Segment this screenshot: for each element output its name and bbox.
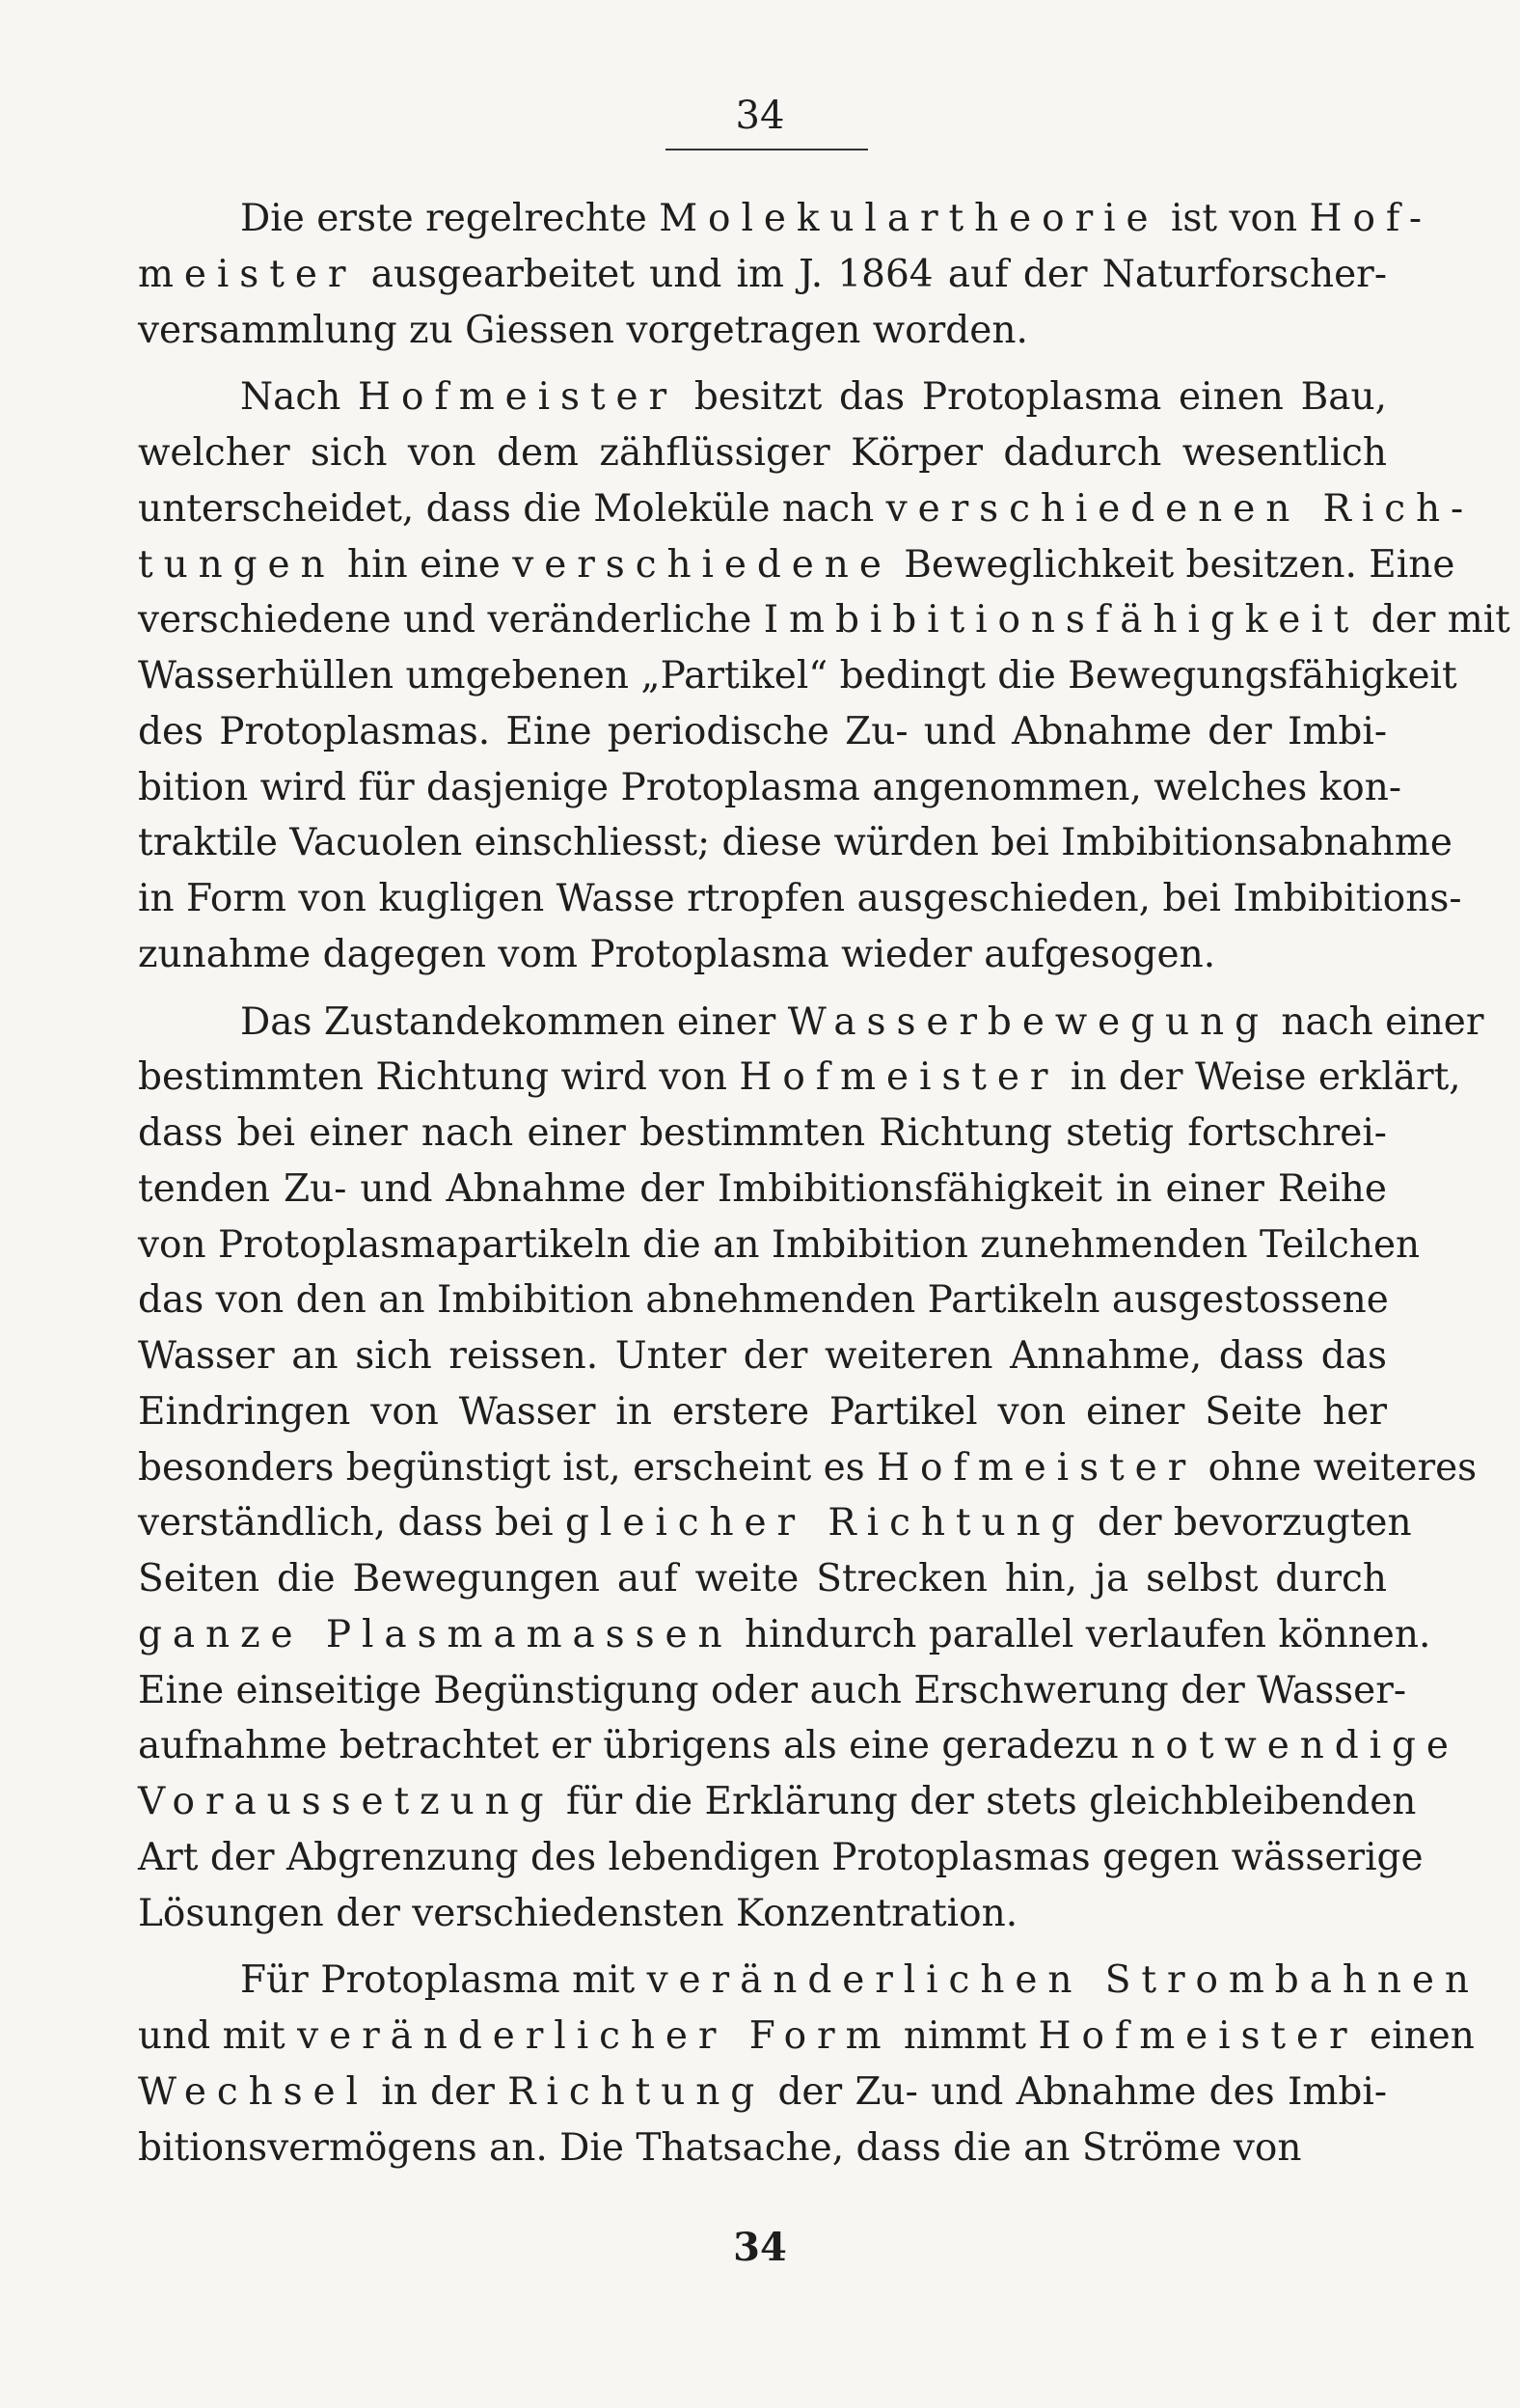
text-segment: Das Zustandekommen einer bbox=[240, 999, 788, 1044]
spaced-emphasis: verschiedenen Rich- bbox=[885, 486, 1475, 531]
text-segment: traktile Vacuolen einschliesst; diese würden bei Imbibitionsabnahme bbox=[138, 821, 1452, 865]
text-line bbox=[138, 1272, 1387, 1328]
text-line bbox=[138, 1050, 1461, 1106]
spaced-emphasis: Hofmeister bbox=[358, 375, 678, 420]
text-line bbox=[138, 648, 1457, 704]
spaced-emphasis: Hofmeister bbox=[877, 1445, 1197, 1490]
text-segment: Für Protoplasma mit bbox=[240, 1958, 647, 2003]
text-segment: versammlung zu Giessen vorgetragen worden. bbox=[138, 308, 1028, 352]
text-line bbox=[138, 815, 1452, 871]
spaced-emphasis: meister bbox=[138, 252, 357, 296]
text-line bbox=[138, 191, 1432, 247]
text-line bbox=[138, 247, 1387, 303]
text-line bbox=[138, 1440, 1478, 1496]
text-segment: von Protoplasmapartikeln die an Imbibition zunehmenden Teilchen bbox=[138, 1222, 1421, 1267]
spaced-emphasis: Richtung bbox=[507, 2069, 766, 2114]
text-segment: Beweglichkeit besitzen. Eine bbox=[891, 542, 1455, 587]
text-line bbox=[138, 1718, 1459, 1774]
text-segment: besitzt das Protoplasma einen Bau, bbox=[677, 375, 1388, 420]
text-line bbox=[138, 369, 1387, 425]
text-line bbox=[138, 1384, 1387, 1440]
text-segment: in der bbox=[367, 2069, 508, 2114]
text-line bbox=[138, 1551, 1387, 1607]
text-segment: der mit bbox=[1359, 598, 1510, 643]
spaced-emphasis: verschiedene bbox=[512, 542, 892, 587]
spaced-emphasis: Hofmeister bbox=[1038, 2014, 1358, 2058]
body-text bbox=[138, 191, 1510, 2175]
text-line bbox=[138, 927, 1387, 983]
spaced-emphasis: Molekulartheorie bbox=[659, 197, 1159, 240]
text-segment: bitionsvermögens an. Die Thatsache, dass die an Ströme von bbox=[138, 2125, 1302, 2170]
text-line bbox=[138, 1607, 1431, 1663]
text-line bbox=[138, 1328, 1387, 1384]
spaced-emphasis: Voraussetzung bbox=[138, 1780, 555, 1823]
spaced-emphasis: Hof- bbox=[1309, 197, 1432, 240]
text-line bbox=[138, 2065, 1387, 2121]
text-segment: tenden Zu- und Abnahme der Imbibitionsfähigkeit in einer Reihe bbox=[138, 1166, 1387, 1211]
spaced-emphasis: veränderlicher Form bbox=[297, 2014, 892, 2058]
text-segment: nimmt bbox=[891, 2014, 1039, 2058]
text-segment: Die erste regelrechte bbox=[240, 197, 660, 240]
text-line bbox=[138, 995, 1484, 1051]
text-segment: Lösungen der verschiedensten Konzentration. bbox=[138, 1891, 1018, 1935]
text-segment: der bevorzugten bbox=[1085, 1501, 1412, 1546]
text-line bbox=[138, 425, 1387, 481]
spaced-emphasis: Wasserbewegung bbox=[787, 999, 1269, 1044]
text-line bbox=[138, 760, 1402, 816]
text-segment: und mit bbox=[138, 2014, 298, 2058]
text-line bbox=[138, 1886, 1387, 1942]
text-segment: bestimmten Richtung wird von bbox=[138, 1055, 740, 1100]
text-line bbox=[138, 592, 1510, 648]
text-segment: zunahme dagegen vom Protoplasma wieder aufgesogen. bbox=[138, 932, 1216, 976]
text-line bbox=[138, 871, 1462, 927]
text-segment: aufnahme betrachtet er übrigens als eine geradezu bbox=[138, 1724, 1131, 1768]
text-line bbox=[138, 1106, 1387, 1162]
text-segment: für die Erklärung der stets gleichbleibenden bbox=[554, 1780, 1417, 1823]
paragraph bbox=[138, 191, 1432, 358]
spaced-emphasis: veränderlichen Strombahnen bbox=[646, 1958, 1479, 2003]
spaced-emphasis: gleicher Richtung bbox=[565, 1501, 1086, 1546]
text-segment: dass bei einer nach einer bestimmten Richtung stetig fortschrei- bbox=[138, 1111, 1387, 1155]
paragraph bbox=[138, 995, 1484, 1942]
text-segment: Nach bbox=[240, 375, 359, 420]
page-number-footer: 34 bbox=[733, 2225, 787, 2270]
paragraph bbox=[138, 1953, 1479, 2175]
text-segment: hindurch parallel verlaufen können. bbox=[732, 1612, 1431, 1656]
text-segment: in der Weise erklärt, bbox=[1058, 1055, 1461, 1100]
text-segment: bition wird für dasjenige Protoplasma angenommen, welches kon- bbox=[138, 765, 1402, 809]
header-rule bbox=[665, 149, 868, 150]
text-segment: ausgearbeitet und im J. 1864 auf der Naturforscher- bbox=[356, 252, 1387, 296]
text-segment: verschiedene und veränderliche bbox=[138, 598, 764, 643]
text-segment: Seiten die Bewegungen auf weite Strecken hin, ja selbst durch bbox=[138, 1557, 1387, 1601]
text-segment: Wasserhüllen umgebenen „Partikel“ bedingt die Bewegungsfähigkeit bbox=[138, 654, 1457, 698]
text-segment: das von den an Imbibition abnehmenden Partikeln ausgestossene bbox=[138, 1278, 1389, 1323]
page-number-header: 34 bbox=[735, 94, 785, 138]
text-line bbox=[138, 537, 1455, 593]
text-segment: in Form von kugligen Wasse rtropfen ausgeschieden, bei Imbibitions- bbox=[138, 877, 1462, 920]
text-segment: hin eine bbox=[335, 542, 513, 587]
text-line bbox=[138, 704, 1387, 760]
spaced-emphasis: ganze Plasmamassen bbox=[138, 1612, 733, 1656]
text-segment: ohne weiteres bbox=[1196, 1445, 1478, 1490]
spaced-emphasis: notwendige bbox=[1130, 1724, 1459, 1768]
spaced-emphasis: Imbibitionsfähigkeit bbox=[763, 598, 1360, 643]
text-segment: nach einer bbox=[1268, 999, 1484, 1044]
text-segment: Art der Abgrenzung des lebendigen Protoplasmas gegen wässerige bbox=[138, 1835, 1424, 1879]
text-line bbox=[138, 2009, 1475, 2065]
text-segment: verständlich, dass bei bbox=[138, 1501, 566, 1546]
text-segment: Wasser an sich reissen. Unter der weiteren Annahme, dass das bbox=[138, 1334, 1387, 1378]
text-line bbox=[138, 1953, 1479, 2009]
text-segment: ist von bbox=[1158, 197, 1310, 240]
paragraph bbox=[138, 369, 1510, 982]
spaced-emphasis: tungen bbox=[138, 542, 336, 587]
text-line bbox=[138, 303, 1387, 359]
text-line bbox=[138, 481, 1475, 537]
text-segment: des Protoplasmas. Eine periodische Zu- und Abnahme der Imbi- bbox=[138, 709, 1387, 753]
text-line bbox=[138, 2121, 1387, 2176]
text-segment: welcher sich von dem zähflüssiger Körper dadurch wesentlich bbox=[138, 431, 1387, 475]
text-segment: besonders begünstigt ist, erscheint es bbox=[138, 1445, 878, 1490]
text-segment: Eine einseitige Begünstigung oder auch Erschwerung der Wasser- bbox=[138, 1668, 1407, 1712]
spaced-emphasis: Hofmeister bbox=[739, 1055, 1059, 1100]
text-line bbox=[138, 1218, 1421, 1273]
text-line bbox=[138, 1774, 1417, 1830]
text-segment: der Zu- und Abnahme des Imbi- bbox=[765, 2069, 1387, 2114]
text-segment: Eindringen von Wasser in erstere Partikel von einer Seite her bbox=[138, 1389, 1387, 1434]
text-line bbox=[138, 1663, 1407, 1719]
text-line bbox=[138, 1495, 1412, 1551]
text-segment: unterscheidet, dass die Moleküle nach bbox=[138, 486, 886, 531]
text-line bbox=[138, 1162, 1387, 1218]
text-segment: einen bbox=[1357, 2014, 1475, 2058]
spaced-emphasis: Wechsel bbox=[138, 2069, 368, 2114]
text-line bbox=[138, 1830, 1424, 1886]
